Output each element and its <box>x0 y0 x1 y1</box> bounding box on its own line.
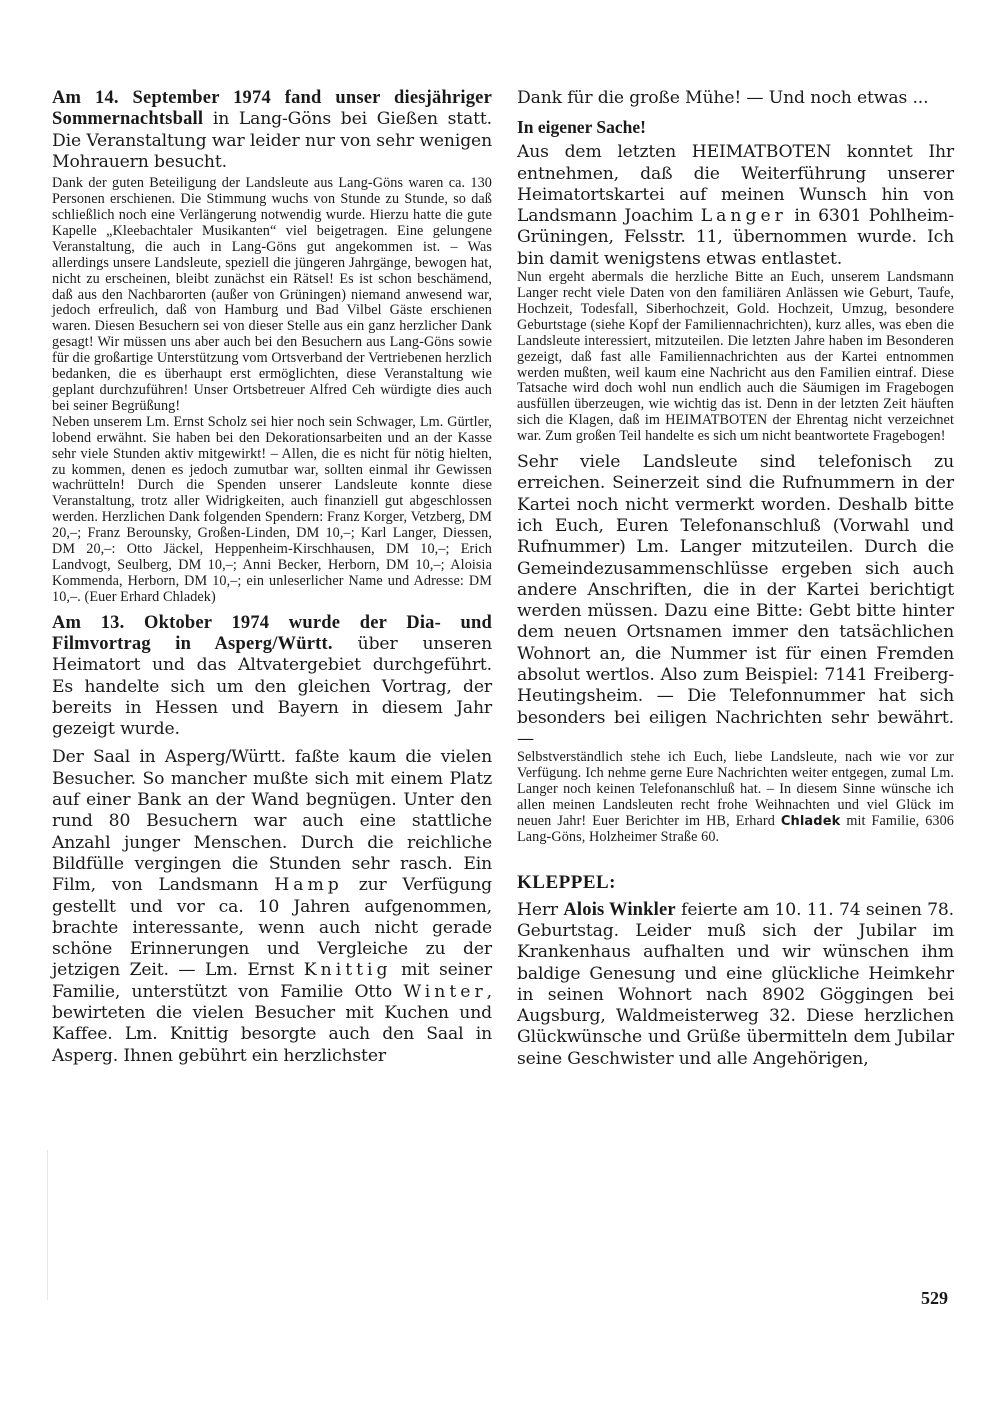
vortrag-text-a: Der Saal in Asperg/Württ. faßte kaum die vielen Besucher. So mancher mußte sich mit einem Platz auf einer Bank an der Wand begnügen. Unter den rund 80 Besuchern war auch eine stattliche Anzahl junger Menschen. Durch die reichliche Bildfülle vergingen die Stunden sehr rasch. Ein Film, von Landsmann <box>52 747 492 896</box>
eigene-sache-heading: In eigener Sache! <box>517 117 646 138</box>
eigene-sache-paragraph-4 <box>517 750 954 845</box>
continuation-paragraph: Dank für die große Mühe! — Und noch etwas ... <box>517 88 929 108</box>
name-winkler: Alois Winkler <box>563 899 676 920</box>
vortrag-text-b: zur Verfügung gestellt und vor ca. 10 Jahren aufgenommen, brachte interessante, wenn auch nicht gerade schöne Erinnerungen und Vergleiche zu der jetzigen Zeit. — Lm. Ernst <box>52 875 492 981</box>
ball-intro-paragraph <box>52 88 492 173</box>
eigene-sache-paragraph-1 <box>517 142 954 270</box>
margin-rule <box>47 1150 48 1300</box>
right-column <box>517 88 954 1070</box>
eigene-sache-text-a: Aus dem letzten HEIMATBOTEN konntet Ihr entnehmen, daß die Weiterführung unserer Heimatortskartei auf meinen Wunsch hin von Landsmann Joachim <box>517 142 954 227</box>
page-number: 529 <box>921 1288 948 1308</box>
vortrag-text-c: mit seiner Familie, unterstützt von Familie Otto <box>52 960 492 1002</box>
kleppel-text-b: feierte am 10. 11. 74 seinen 78. Geburtstag. Leider muß sich der Jubilar im Krankenhaus aufhalten und wir wünschen ihm baldige Genesung und eine glückliche Heimkehr in seinen Wohnort nach 8902 Göggingen bei Augsburg, Waldmeisterweg 32. Diese herzlichen Glückwünsche und Grüße übermitteln dem Jubilar seine Geschwister und alle Angehörigen, <box>517 899 954 1069</box>
eigene-sache-paragraph-3: Sehr viele Landsleute sind telefonisch zu erreichen. Seinerzeit sind die Rufnummern in der Kartei noch nicht vermerkt worden. Deshalb bitte ich Euch, Euren Telefonanschluß (Vorwahl und Rufnummer) Lm. Langer mitzuteilen. Durch die Gemeindezusammenschlüsse ergeben sich auch andere Anschriften, die in der Kartei berichtigt werden müssen. Dazu eine Bitte: Gebt bitte hinter dem neuen Ortsnamen immer den tatsächlichen Wohnort an, die Nummer ist für einen Fremden absolut wertlos. Also zum Beispiel: 7141 Freiberg-Heutingsheim. — Die Telefonnummer hat sich besonders bei eiligen Nachrichten sehr bewährt. — <box>517 452 954 749</box>
name-winter: Winter <box>403 981 487 1002</box>
ball-body-paragraph-1: Dank der guten Beteiligung der Landsleute aus Lang-Göns waren ca. 130 Personen erschienen. Die Stimmung wuchs von Stunde zu Stunde, so daß schließlich noch eine Verlängerung notwendig wurde. Hierzu hatte die gute Kapelle „Kleebachtaler Musikanten“ viel beigetragen. Eine gelungene Veranstaltung, die auch in Lang-Göns gut angekommen ist. – Was allerdings unsere Landsleute, speziell die jüngeren Jahrgänge, bewogen hat, nicht zu erscheinen, bleibt zunächst ein Rätsel! Es ist schon beschämend, daß aus den Nachbarorten (außer von Grüningen) niemand anwesend war, jedoch erfreulich, daß von Hamburg und Bad Vilbel Gäste erschienen waren. Diesen Besuchern sei von dieser Stelle aus ein ganz herzlicher Dank gesagt! Wir müssen uns aber auch bei den Besuchern aus Lang-Göns sowie für die großartige Unterstützung vom Ortsverband der Vertriebenen herzlich bedanken, die es überhaupt erst ermöglichten, diese Veranstaltung wie geplant durchzuführen! Unser Ortsbetreuer Alfred Ceh würdigte dies auch bei seiner Begrüßung! <box>52 175 492 414</box>
eigene-sache-text-4b: mit Familie, 6306 Lang-Göns, Holzheimer Straße 60. <box>517 812 954 845</box>
name-langer: Langer <box>700 206 787 227</box>
kleppel-paragraph <box>517 900 954 1070</box>
vortrag-body-paragraph <box>52 747 492 1066</box>
ball-body-paragraph-2: Neben unserem Lm. Ernst Scholz sei hier noch sein Schwager, Lm. Gürtler, lobend erwähnt. Sie haben bei den Dekorationsarbeiten und an der Kasse sehr viele Stunden aktiv mitgewirkt! – Allen, die es nicht für nötig hielten, zu kommen, denen es jedoch zumutbar war, sollten einmal ihr Gewissen wachrütteln! Durch die Spenden unserer Landsleute konnte diese Veranstaltung, trotz aller Widrigkeiten, auch finanziell gut abgeschlossen werden. Herzlichen Dank folgenden Spendern: Franz Korger, Vetzberg, DM 20,–; Franz Berounsky, Großen-Linden, DM 10,–; Karl Langer, Diessen, DM 20,–: Otto Jäckel, Heppenheim-Kirschhausen, DM 10,–; Erich Landvogt, Seulberg, DM 10,–; Anni Becker, Herborn, DM 10,–; Aloisia Kommenda, Herborn, DM 10,–; ein unleserlicher Name und Adresse: DM 10,–. (Euer Erhard Chladek) <box>52 413 492 605</box>
kleppel-heading: KLEPPEL: <box>517 871 617 893</box>
eigene-sache-text-4a: Selbstverständlich stehe ich Euch, liebe Landsleute, nach wie vor zur Verfügung. Ich nehme gerne Eure Nachrichten weiter entgegen, zumal Lm. Langer noch keinen Telefonanschluß hat. – In diesem Sinne wünsche ich allen meinen Landsleuten recht frohe Weihnachten und viel Glück im neuen Jahr! Euer Berichter im HB, Erhard <box>517 749 954 829</box>
name-hamp: Hamp <box>274 875 343 896</box>
kleppel-text-a: Herr <box>517 899 564 920</box>
eigene-sache-paragraph-2: Nun ergeht abermals die herzliche Bitte an Euch, unserem Landsmann Langer recht viele Daten von den familiären Anlässen wie Geburt, Taufe, Hochzeit, Todesfall, Siberhochzeit, Gold. Hochzeit, Umzug, besondere Geburtstage (siehe Kopf der Familiennachrichten), kurz alles, was eben die Landsleute interessiert, mitzuteilen. Die letzten Jahre haben im Besonderen gezeigt, daß fast alle Familiennachrichten aus der Kartei entnommen werden mußten, weil kaum eine Nachricht aus den Familien eintraf. Diese Tatsache wird doch wohl nun endlich auch die Säumigen im Fragebogen ausfüllen überzeugen, wie wichtig das ist. Denn in der letzten Zeit häuften sich die Klagen, daß im HEIMATBOTEN der Ehrentag nicht verzeichnet war. Zum großen Teil handelte es sich um nicht beantwortete Fragebogen! <box>517 269 954 445</box>
vortrag-text-d: , bewirteten die vielen Besucher mit Kuchen und Kaffee. Lm. Knittig besorgte auch den Saal in Asperg. Ihnen gebührt ein herzlichster <box>52 981 492 1066</box>
name-chladek: Chladek <box>780 813 841 829</box>
name-knittig: Knittig <box>303 960 392 981</box>
ball-lead-rest: in Lang-Göns bei Gießen statt. Die Veranstaltung war leider nur von sehr wenigen Mohrauern besucht. <box>52 109 492 172</box>
left-column <box>52 88 492 1067</box>
eigene-sache-text-b: in 6301 Pohlheim-Grüningen, Felsstr. 11, übernommen wurde. Ich bin damit wenigstens etwas entlastet. <box>517 206 954 269</box>
ball-lead-bold: Am 14. September 1974 fand unser diesjähriger Sommernachtsball <box>52 88 492 130</box>
vortrag-intro-paragraph <box>52 613 492 741</box>
vortrag-lead-rest: über unseren Heimatort und das Altvatergebiet durchgeführt. Es handelte sich um den gleichen Vortrag, der bereits in Hessen und Bayern in diesem Jahr gezeigt wurde. <box>52 633 492 740</box>
vortrag-lead-bold: Am 13. Oktober 1974 wurde der Dia- und Filmvortrag in Asperg/Württ. <box>52 612 492 654</box>
